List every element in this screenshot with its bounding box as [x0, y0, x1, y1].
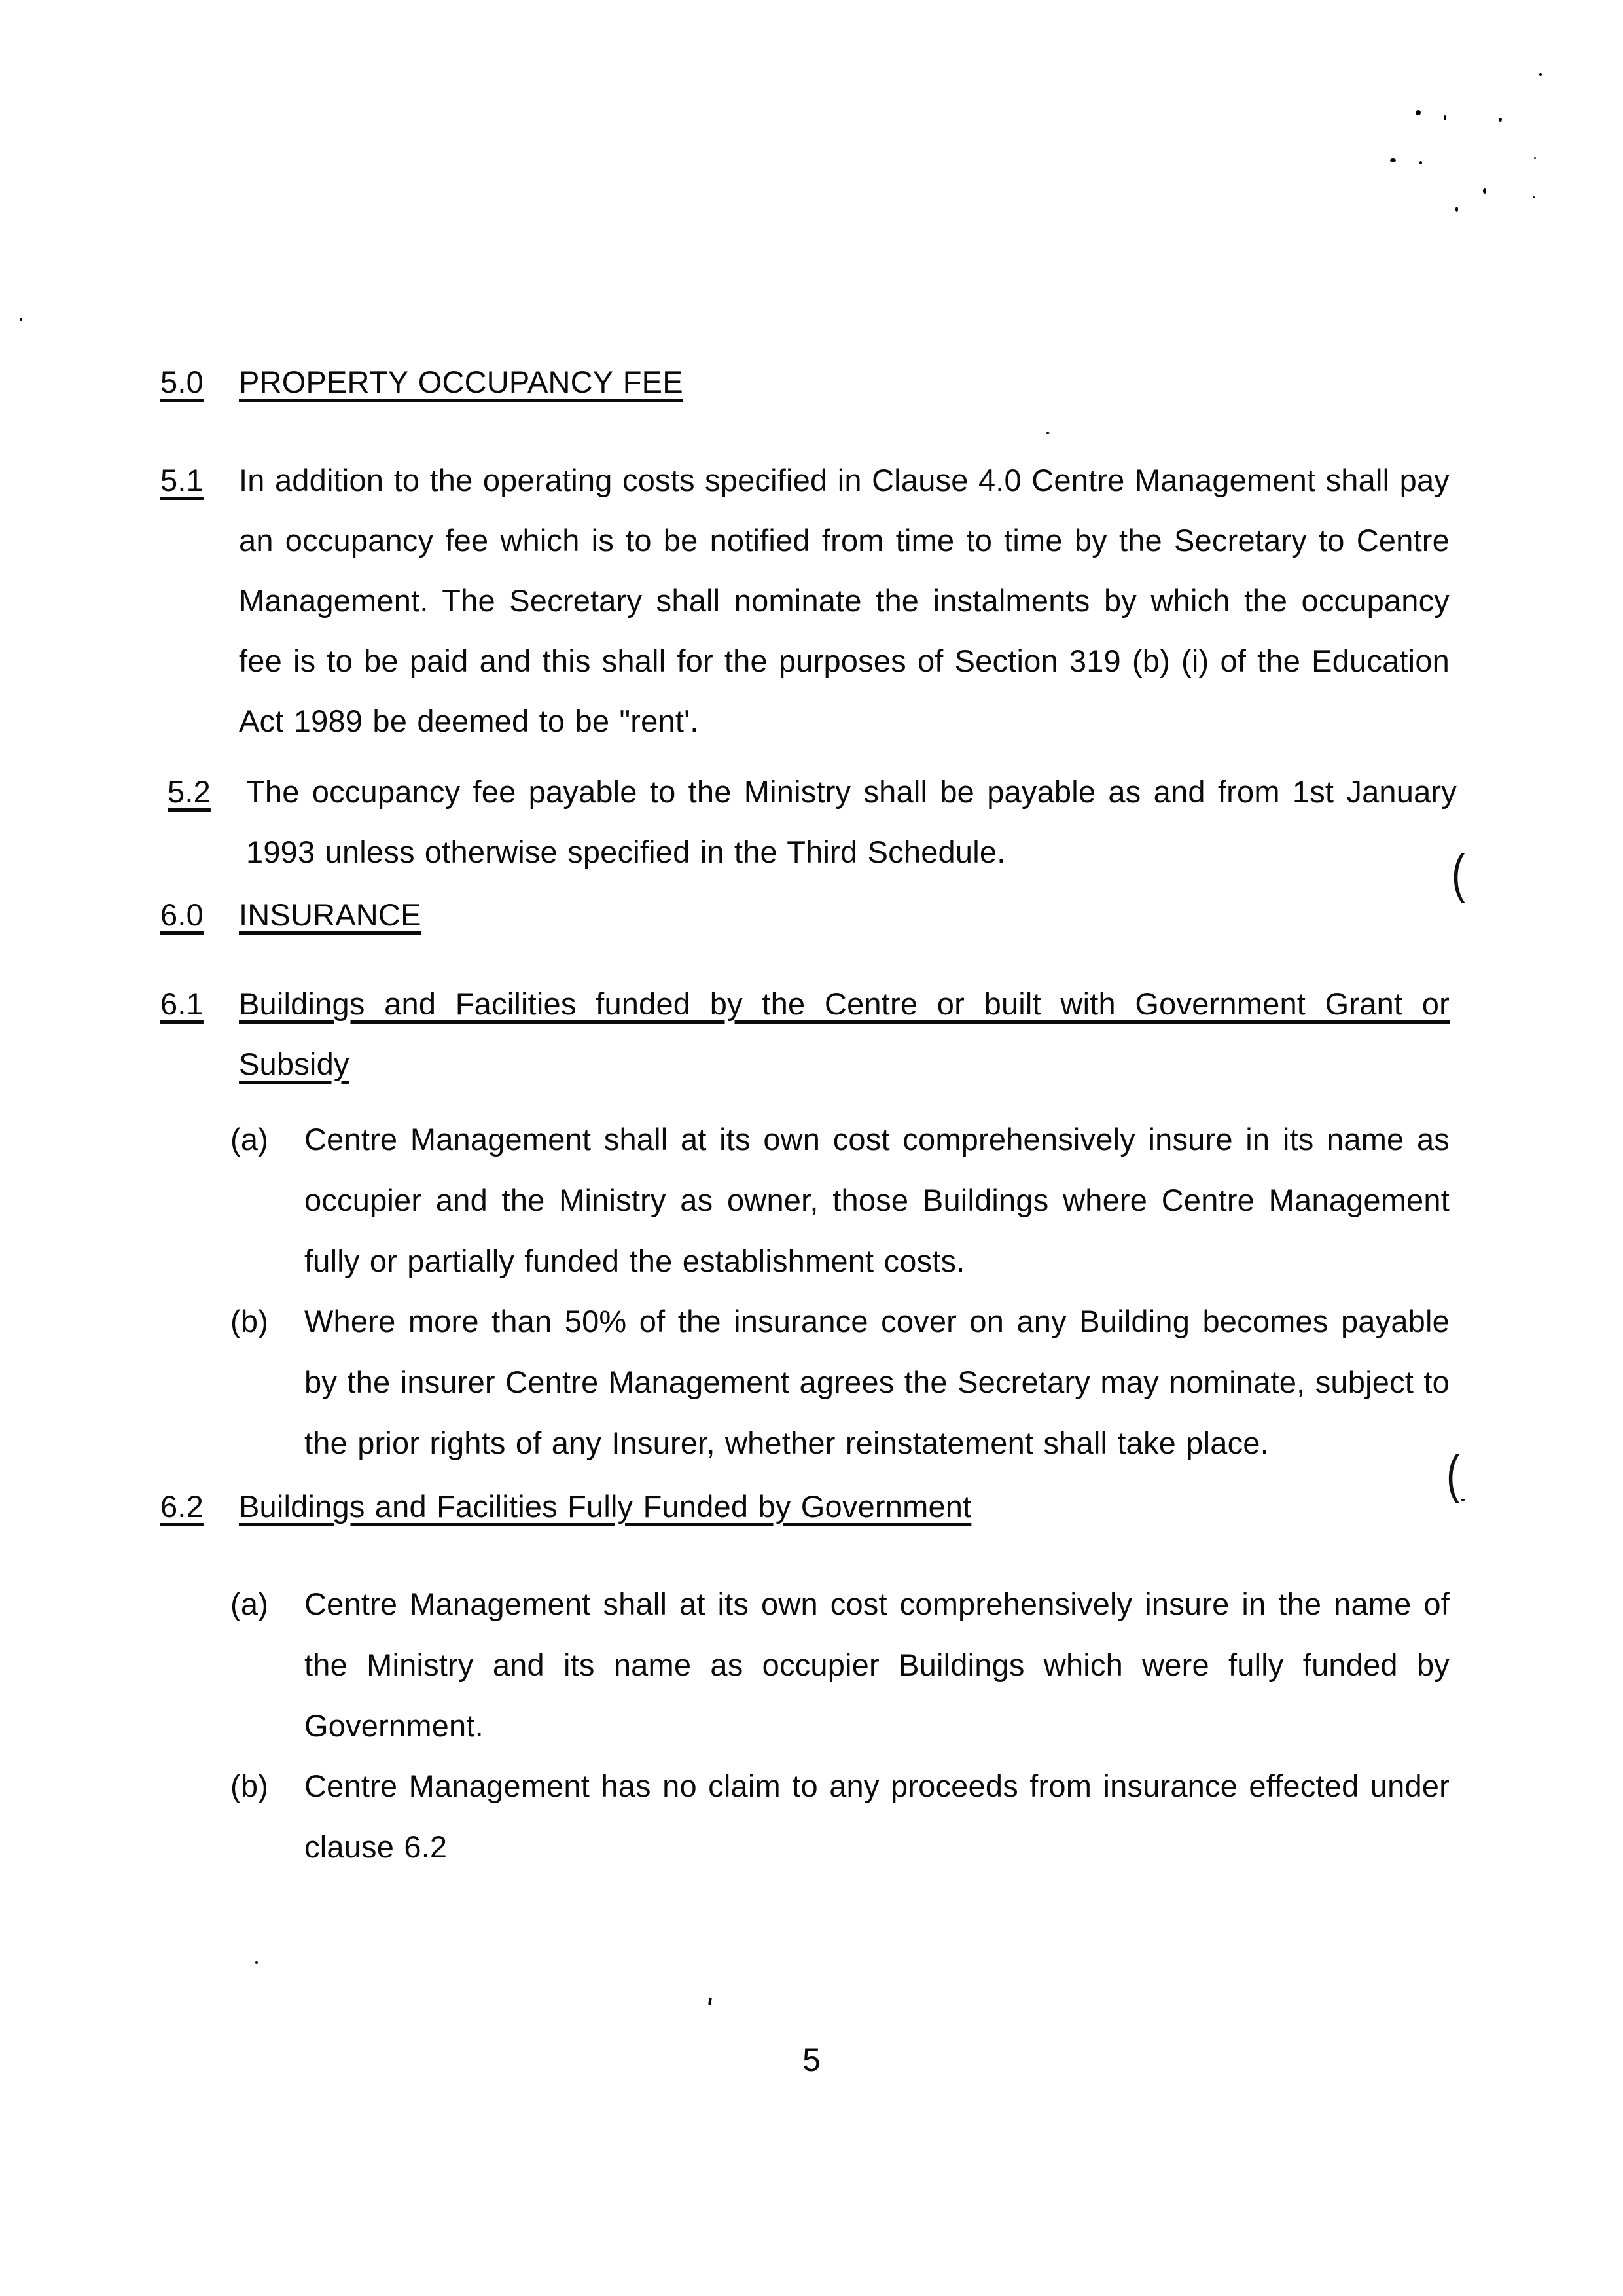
subitem-6-2-a: [230, 1573, 1450, 1756]
subitem-6-2-b: [230, 1755, 1450, 1877]
scan-speck: [1499, 118, 1502, 122]
clause-body: In addition to the operating costs specified in Clause 4.0 Centre Management shall pay an occupancy fee which is to be notified from time to time by the Secretary to Centre Management. The Secretary shall nominate the instalments by which the occupancy fee is to be paid and this shall for the purposes of Section 319 (b) (i) of the Education Act 1989 be deemed to be "rent'.: [239, 463, 1450, 738]
clause-number: 6.1: [160, 986, 204, 1021]
section-5-0: [160, 352, 1450, 412]
section-6-2: [160, 1477, 1450, 1537]
clause-heading: PROPERTY OCCUPANCY FEE: [239, 365, 683, 399]
subitem-label: (a): [230, 1587, 269, 1621]
scan-speck: [1461, 1499, 1465, 1501]
clause-number: 5.2: [168, 774, 211, 809]
subitem-body: Centre Management has no claim to any proceeds from insurance effected under clause 6.2: [304, 1768, 1450, 1864]
subitem-6-1-a: [230, 1109, 1450, 1291]
subitem-body: Centre Management shall at its own cost comprehensively insure in the name of the Ministry and its name as occupier Buildings which were fully funded by Government.: [304, 1587, 1450, 1743]
scan-speck: [1483, 188, 1486, 194]
scan-speck: [1390, 158, 1396, 162]
scan-speck: [1046, 432, 1050, 434]
subitem-label: (a): [230, 1122, 269, 1157]
clause-number: 6.2: [160, 1489, 204, 1524]
page-number: 5: [802, 2041, 821, 2078]
clause-heading: INSURANCE: [239, 897, 421, 932]
subitem-label: (b): [230, 1304, 269, 1338]
scan-tick-mark: [708, 1998, 711, 2005]
scan-speck: [1534, 157, 1536, 159]
scan-speck: [1533, 196, 1535, 198]
scan-speck: [1444, 115, 1446, 120]
scan-paren-mark: (: [1446, 1445, 1460, 1505]
subitem-body: Centre Management shall at its own cost comprehensively insure in its name as occupier and the Ministry as owner, those Buildings where Centre Management fully or partially funded the establishment costs.: [304, 1122, 1450, 1278]
clause-number: 5.1: [160, 463, 204, 497]
scan-speck: [1455, 207, 1458, 212]
clause-heading: Buildings and Facilities funded by the Centre or built with Government Grant or Subsidy: [239, 986, 1450, 1081]
clause-number: 5.0: [160, 365, 204, 399]
clause-heading: Buildings and Facilities Fully Funded by Government: [239, 1489, 972, 1524]
section-5-2: [168, 762, 1457, 882]
clause-body: The occupancy fee payable to the Ministry shall be payable as and from 1st January 1993 unless otherwise specified in the Third Schedule.: [246, 774, 1457, 869]
scan-speck: [255, 1961, 258, 1964]
scan-speck: [1419, 161, 1422, 164]
scan-speck: [1539, 73, 1542, 76]
section-6-1: [160, 974, 1450, 1094]
scan-paren-mark: (: [1452, 844, 1465, 904]
subitem-body: Where more than 50% of the insurance cover on any Building becomes payable by the insurer Centre Management agrees the Secretary may nominate, subject to the prior rights of any Insurer, whether reinstatement shall take place.: [304, 1304, 1450, 1460]
subitem-label: (b): [230, 1768, 269, 1803]
section-6-0: [160, 885, 1450, 945]
subitem-6-1-b: [230, 1291, 1450, 1473]
section-5-1: [160, 450, 1450, 751]
scan-speck: [20, 318, 22, 321]
clause-number: 6.0: [160, 897, 204, 932]
scan-speck: [1416, 110, 1421, 115]
